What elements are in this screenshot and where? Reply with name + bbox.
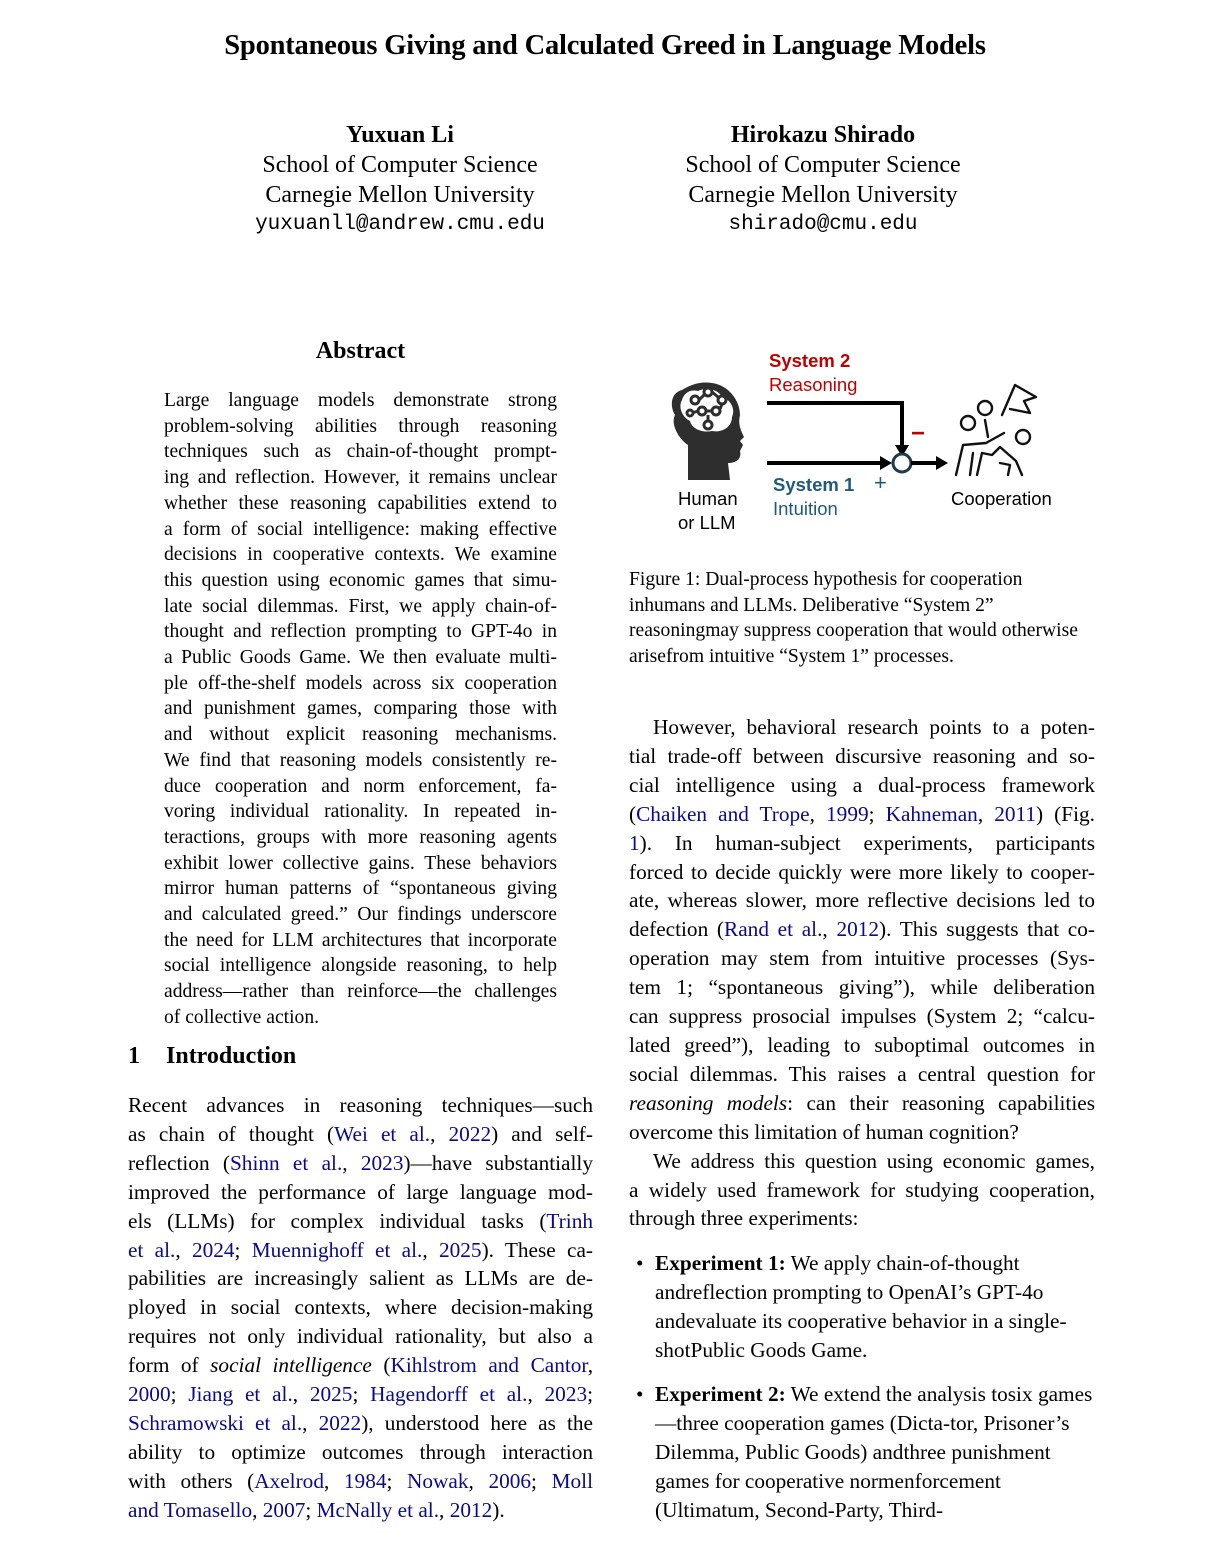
citation-link[interactable]: et al. — [128, 1237, 176, 1262]
emphasis-text: social intelligence — [210, 1353, 372, 1378]
text-run: , — [977, 801, 995, 826]
text-run: We extend the analysis to — [785, 1382, 1008, 1406]
text-line — [629, 973, 1095, 1002]
text-line — [128, 1409, 593, 1438]
text-line — [128, 1438, 593, 1467]
text-run: ; — [352, 1382, 371, 1407]
citation-link[interactable]: 1999 — [826, 801, 869, 826]
text-line: humans and LLMs. Deliberative “System 2” reasoning — [629, 594, 994, 642]
section-heading — [128, 1043, 296, 1070]
text-run: ). This suggests that co- — [879, 917, 1095, 942]
text-line — [691, 1338, 868, 1362]
text-run: ; — [305, 1497, 317, 1522]
text-line — [128, 1149, 593, 1178]
text-run: can suppress prosocial impulses (System 2; “calcu- — [629, 1004, 1095, 1029]
text-run: )—have substantially — [403, 1150, 593, 1175]
bullet-icon: • — [636, 1382, 644, 1406]
text-run: , — [809, 801, 827, 826]
author-affiliation: School of Computer Science — [685, 152, 961, 178]
citation-link[interactable]: 2022 — [318, 1410, 362, 1435]
text-line — [629, 1204, 1095, 1233]
text-run: enforcement (Ultimatum, Second-Party, Third- — [655, 1468, 1001, 1522]
text-line — [629, 1031, 1095, 1060]
text-line — [629, 1002, 1095, 1031]
text-line — [629, 886, 1095, 915]
text-run: ( — [371, 1353, 391, 1378]
source-label-1: Human — [678, 488, 738, 509]
citation-link[interactable]: 2024 — [191, 1237, 235, 1262]
text-line: a form of social intelligence: making effective — [164, 518, 557, 540]
text-line — [128, 1264, 593, 1293]
paper-title: Spontaneous Giving and Calculated Greed in Language Models — [224, 30, 986, 61]
text-line — [128, 1236, 593, 1265]
bullet-label: Experiment 1: — [655, 1251, 786, 1275]
figure-1 — [640, 345, 1080, 545]
text-run: , — [587, 1353, 594, 1378]
text-line: and calculated greed.” Our findings underscore — [164, 904, 557, 926]
citation-link[interactable]: Trinh — [546, 1208, 593, 1233]
text-run: a widely used framework for studying cooperation, — [629, 1177, 1095, 1202]
text-line — [629, 1060, 1095, 1089]
text-line: teractions, groups with more reasoning agents — [164, 826, 557, 848]
citation-link[interactable]: Nowak — [407, 1468, 469, 1493]
citation-link[interactable]: Hagendorff et al. — [370, 1382, 528, 1407]
text-run: , — [302, 1410, 319, 1435]
text-run: , — [468, 1468, 489, 1493]
summing-node — [893, 454, 911, 472]
text-line — [629, 858, 1095, 887]
text-line: problem-solving abilities through reasoning — [164, 415, 557, 437]
bullet-text — [655, 1380, 1095, 1525]
citation-link[interactable]: Chaiken and Trope — [636, 801, 810, 826]
text-run: , — [252, 1497, 263, 1522]
text-line — [629, 1118, 1095, 1147]
text-line — [128, 1496, 593, 1525]
abstract-heading: Abstract — [315, 338, 406, 364]
text-line: Large language models demonstrate strong — [164, 390, 557, 411]
author-affiliation: Carnegie Mellon University — [265, 182, 535, 208]
citation-link[interactable]: 1 — [629, 830, 640, 855]
output-arrowhead — [936, 456, 948, 470]
text-line — [629, 1147, 1095, 1176]
text-run: ). — [492, 1497, 505, 1522]
citation-link[interactable]: Shinn et al. — [229, 1150, 343, 1175]
text-line: whether these reasoning capabilities extend to — [164, 492, 557, 514]
text-run: ; — [170, 1382, 189, 1407]
text-run: , — [430, 1121, 449, 1146]
brain-head-icon — [672, 382, 744, 480]
text-line — [655, 1382, 1008, 1406]
author-email[interactable]: shirado@cmu.edu — [728, 213, 918, 236]
citation-link[interactable]: 2000 — [128, 1382, 171, 1407]
minus-sign: − — [911, 420, 926, 447]
system2-arrow — [767, 403, 902, 449]
text-line: techniques such as chain-of-thought prompt- — [164, 441, 557, 463]
text-line: decisions in cooperative contexts. We examine — [164, 544, 557, 566]
text-run: requires not only individual rationality, but also a — [128, 1324, 593, 1349]
text-line — [128, 1322, 593, 1351]
text-line — [128, 1293, 593, 1322]
text-run: , — [292, 1382, 310, 1407]
text-run: ; — [234, 1237, 252, 1262]
text-run: forced to decide quickly were more likely to cooper- — [629, 859, 1095, 884]
text-run: , — [527, 1382, 545, 1407]
intro-left-column — [128, 1091, 593, 1525]
plus-sign: + — [874, 470, 887, 495]
text-line: a Public Goods Game. We then evaluate multi- — [164, 647, 557, 669]
text-run: ; — [587, 1382, 594, 1407]
figure-1-caption — [629, 567, 1095, 670]
text-run: Public Goods Game. — [690, 1337, 868, 1362]
text-run: operation may stem from intuitive processes (Sys- — [629, 946, 1095, 971]
text-line: and punishment games, comparing those with — [164, 698, 557, 720]
text-run: : can their reasoning capabilities — [787, 1090, 1095, 1115]
citation-link[interactable]: 2006 — [488, 1468, 532, 1493]
text-run: as chain of thought ( — [128, 1121, 335, 1146]
bullet-label: Experiment 2: — [655, 1382, 786, 1406]
text-run: We address this question using economic games, — [653, 1148, 1095, 1173]
bullet-icon: • — [636, 1251, 644, 1275]
text-run: , — [822, 917, 837, 942]
citation-link[interactable]: 2025 — [309, 1382, 353, 1407]
text-line — [128, 1120, 593, 1149]
text-run: through three experiments: — [629, 1206, 859, 1231]
system1-subtitle: Intuition — [773, 498, 838, 519]
section-title: Introduction — [166, 1043, 297, 1069]
citation-link[interactable]: Kihlstrom and Cantor — [390, 1353, 588, 1378]
author-email[interactable]: yuxuanll@andrew.cmu.edu — [255, 213, 545, 236]
emphasis-text: reasoning models — [629, 1090, 788, 1115]
text-line: exhibit lower collective gains. These behaviors — [164, 852, 557, 874]
text-run: reflection prompting to OpenAI’s GPT-4o and — [655, 1279, 1044, 1333]
text-run: ). These ca- — [481, 1237, 594, 1262]
text-line: social intelligence alongside reasoning, to help — [164, 955, 557, 977]
text-run: with others ( — [128, 1468, 255, 1493]
text-line — [629, 1176, 1095, 1205]
citation-link[interactable]: Kahneman — [885, 801, 978, 826]
citation-link[interactable]: Axelrod — [254, 1468, 324, 1493]
text-line: ple off-the-shelf models across six cooperation — [164, 672, 557, 694]
text-run: ability to optimize outcomes through interaction — [128, 1439, 593, 1464]
text-line: We find that reasoning models consistently re- — [164, 749, 557, 771]
bullet-text — [655, 1249, 1095, 1365]
author-name: Hirokazu Shirado — [730, 122, 916, 148]
text-line: Figure 1: Dual-process hypothesis for cooperation in — [629, 569, 1023, 616]
text-line: this question using economic games that simu- — [164, 569, 557, 591]
section-number: 1 — [128, 1043, 140, 1069]
text-run: , — [175, 1237, 192, 1262]
citation-link[interactable]: Muennighoff et al. — [251, 1237, 423, 1262]
text-line — [629, 1089, 1095, 1118]
author-block-2 — [623, 120, 1023, 240]
text-run: defection ( — [629, 917, 725, 942]
text-line — [128, 1380, 593, 1409]
citation-link[interactable]: 2011 — [994, 801, 1037, 826]
text-run: pabilities are increasingly salient as LLMs are de- — [128, 1266, 593, 1291]
text-run: ). In human-subject experiments, participants — [639, 830, 1095, 855]
text-run: ; — [531, 1468, 552, 1493]
citation-link[interactable]: 2012 — [836, 917, 880, 942]
text-line: ing and reflection. However, it remains unclear — [164, 467, 557, 489]
text-run: However, behavioral research points to a poten- — [653, 715, 1095, 739]
text-run: ), understood here as the — [361, 1410, 593, 1435]
source-label-2: or LLM — [678, 512, 736, 533]
system1-title: System 1 — [773, 474, 855, 495]
text-run: ate, whereas slower, more reflective decisions led to — [629, 888, 1095, 913]
text-line: from intuitive “System 1” processes. — [666, 646, 954, 668]
text-line: may suppress cooperation that would otherwise arise — [629, 620, 1078, 668]
text-run: We apply chain-of-thought and — [655, 1251, 1020, 1304]
text-run: ) and self- — [491, 1121, 593, 1146]
text-run: ) (Fig. — [1036, 801, 1095, 826]
text-run: ; — [386, 1468, 408, 1493]
text-line: the need for LLM architectures that incorporate — [164, 929, 557, 951]
text-run: reflection ( — [128, 1150, 230, 1175]
system2-subtitle: Reasoning — [769, 374, 858, 395]
citation-link[interactable]: 2023 — [360, 1150, 404, 1175]
citation-link[interactable]: 2022 — [448, 1121, 492, 1146]
author-block-1 — [200, 120, 600, 240]
text-line — [629, 713, 1095, 742]
citation-link[interactable]: and Tomasello — [128, 1497, 253, 1522]
author-name: Yuxuan Li — [346, 122, 454, 148]
text-line — [629, 800, 1095, 829]
system1-arrowhead — [880, 456, 892, 470]
text-line: address—rather than reinforce—the challenges — [164, 981, 557, 1003]
text-line — [629, 771, 1095, 800]
text-line — [128, 1467, 593, 1496]
text-run: , — [323, 1468, 344, 1493]
text-line — [128, 1178, 593, 1207]
text-line — [629, 944, 1095, 973]
text-run: three punishment games for cooperative norm — [655, 1439, 1051, 1493]
text-run: form of — [128, 1353, 211, 1378]
text-line: late social dilemmas. First, we apply chain-of- — [164, 595, 557, 617]
text-line — [128, 1207, 593, 1236]
text-line — [629, 915, 1095, 944]
text-run: els (LLMs) for complex individual tasks ( — [128, 1208, 547, 1233]
author-affiliation: Carnegie Mellon University — [688, 182, 958, 208]
text-run: Recent advances in reasoning techniques—such — [128, 1093, 593, 1117]
text-line: and without explicit reasoning mechanisms. — [164, 724, 557, 746]
text-run: evaluate its cooperative behavior in a single-shot — [655, 1308, 1067, 1362]
text-line: voring individual rationality. In repeated in- — [164, 801, 557, 823]
citation-link[interactable]: Schramowski et al. — [128, 1410, 303, 1435]
text-run: cial intelligence using a dual-process framework — [629, 772, 1095, 797]
text-line — [629, 829, 1095, 858]
citation-link[interactable]: Rand et al. — [724, 917, 823, 942]
text-run: , — [342, 1150, 361, 1175]
text-line — [128, 1091, 593, 1120]
text-run: tem 1; “spontaneous giving”), while deliberation — [629, 975, 1095, 1000]
system2-title: System 2 — [769, 350, 851, 371]
cooperation-people-icon — [956, 385, 1036, 475]
citation-link[interactable]: 2025 — [438, 1237, 482, 1262]
text-line: thought and reflection prompting to GPT-4o in — [164, 621, 557, 643]
text-line: mirror human patterns of “spontaneous giving — [164, 878, 557, 900]
citation-link[interactable]: Wei et al. — [334, 1121, 431, 1146]
text-run: ployed in social contexts, where decision-making — [128, 1295, 593, 1320]
citation-link[interactable]: 2007 — [262, 1497, 306, 1522]
citation-link[interactable]: 2023 — [544, 1382, 588, 1407]
text-run: overcome this limitation of human cognition? — [629, 1119, 1019, 1144]
citation-link[interactable]: Moll — [551, 1468, 593, 1493]
citation-link[interactable]: 2012 — [449, 1497, 493, 1522]
text-run: tial trade-off between discursive reasoning and so- — [629, 743, 1095, 768]
intro-right-column — [629, 713, 1095, 1233]
text-run: social dilemmas. This raises a central question for — [629, 1061, 1095, 1086]
text-run: tor, Prisoner’s Dilemma, Public Goods) and — [655, 1410, 1070, 1464]
text-run: , — [422, 1237, 439, 1262]
text-line: of collective action. — [164, 1006, 320, 1028]
text-line — [128, 1351, 593, 1380]
text-line: duce cooperation and norm enforcement, fa- — [164, 775, 557, 797]
author-affiliation: School of Computer Science — [262, 152, 538, 178]
abstract-body — [164, 388, 557, 1031]
text-run: improved the performance of large language mod- — [128, 1179, 593, 1204]
target-label: Cooperation — [951, 488, 1052, 509]
text-run: six games—three cooperation games (Dicta- — [655, 1382, 1093, 1435]
text-run: lated greed”), leading to suboptimal outcomes in — [629, 1032, 1095, 1057]
citation-link[interactable]: 1984 — [343, 1468, 387, 1493]
citation-link[interactable]: Jiang et al. — [188, 1382, 293, 1407]
text-line — [629, 742, 1095, 771]
text-run: ( — [629, 801, 637, 826]
text-run: , — [439, 1497, 450, 1522]
text-run: ; — [868, 801, 886, 826]
citation-link[interactable]: McNally et al. — [316, 1497, 440, 1522]
